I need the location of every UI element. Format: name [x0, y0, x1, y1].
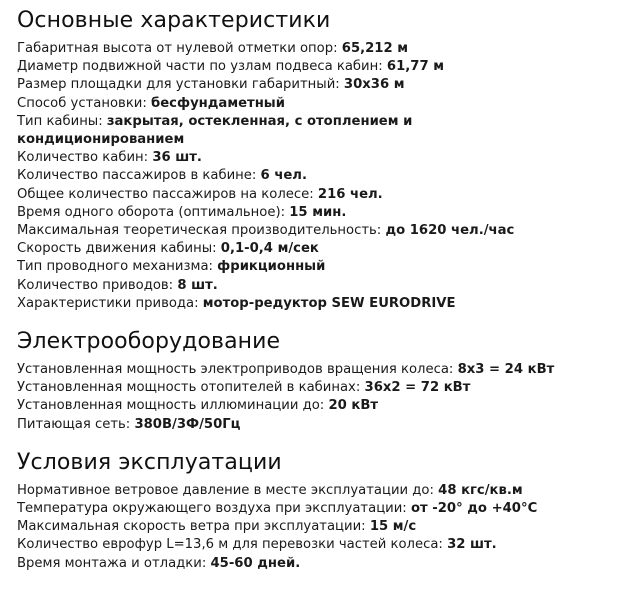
spec-row [17, 58, 467, 76]
spec-value: 8х3 = 24 кВт [457, 362, 555, 378]
spec-value: 61,77 м [386, 59, 444, 75]
spec-row [17, 397, 627, 415]
spec-row [17, 186, 467, 204]
section-title: Основные характеристики [17, 8, 331, 33]
spec-value: 36 шт. [152, 150, 202, 166]
spec-value: фрикционный [217, 259, 326, 275]
spec-value: мотор-редуктор SEW EURODRIVE [202, 295, 456, 311]
spec-label: Характеристики привода: [17, 295, 199, 311]
spec-value: 30х36 м [343, 77, 405, 93]
spec-value: 6 чел. [260, 168, 307, 184]
spec-value: 15 мин. [289, 204, 347, 220]
spec-label: Размер площадки для установки габаритный: [17, 77, 340, 93]
spec-row [17, 204, 467, 222]
spec-row [17, 240, 467, 258]
spec-value: закрытая, остекленная, с отоплением и кондиционированием [17, 113, 413, 148]
spec-label: Тип проводного механизма: [17, 259, 213, 275]
spec-value: 8 шт. [177, 277, 218, 293]
spec-value: 20 кВт [328, 398, 379, 414]
spec-row [17, 149, 467, 167]
spec-label: Питающая сеть: [17, 416, 131, 432]
spec-value: бесфундаметный [151, 95, 285, 111]
spec-label: Габаритная высота от нулевой отметки опор: [17, 41, 338, 56]
spec-label: Нормативное ветровое давление в месте эксплуатации до: [17, 482, 434, 498]
spec-value: 45-60 дней. [210, 555, 301, 571]
spec-label: Максимальная теоретическая производительность: [17, 223, 382, 239]
section-title: Условия эксплуатации [17, 449, 282, 475]
spec-label: Способ установки: [17, 95, 147, 111]
spec-row [17, 500, 627, 518]
spec-value: 32 шт. [447, 537, 497, 553]
spec-list [17, 361, 633, 434]
spec-row [17, 277, 467, 295]
spec-list [17, 40, 633, 313]
spec-label: Установленная мощность электроприводов вращения колеса: [17, 362, 454, 378]
spec-row [17, 95, 467, 113]
spec-row [17, 167, 467, 185]
spec-row [17, 482, 627, 500]
spec-label: Общее количество пассажиров на колесе: [17, 186, 314, 202]
spec-row [17, 555, 627, 573]
spec-row [17, 379, 627, 397]
spec-row [17, 295, 627, 313]
section-operating-conditions [17, 448, 633, 573]
spec-value: от -20° до +40°C [410, 501, 538, 517]
spec-label: Время монтажа и отладки: [17, 555, 207, 571]
spec-row [17, 536, 627, 554]
spec-value: 15 м/с [369, 519, 417, 535]
spec-value: 48 кгс/кв.м [438, 482, 523, 498]
spec-row [17, 40, 467, 58]
spec-label: Диаметр подвижной части по узлам подвеса кабин: [17, 59, 383, 75]
spec-label: Температура окружающего воздуха при эксплуатации: [17, 501, 407, 517]
spec-value: 0,1-0,4 м/сек [220, 241, 319, 257]
spec-row [17, 76, 467, 94]
spec-label: Установленная мощность иллюминации до: [17, 398, 325, 414]
spec-label: Установленная мощность отопителей в кабинах: [17, 380, 361, 396]
spec-label: Скорость движения кабины: [17, 241, 217, 257]
spec-label: Количество приводов: [17, 277, 174, 293]
section-main-characteristics [17, 6, 633, 313]
spec-value: 36х2 = 72 кВт [364, 380, 471, 396]
section-title: Электрооборудование [17, 329, 281, 355]
spec-row [17, 222, 627, 240]
spec-label: Количество еврофур L=13,6 м для перевозки частей колеса: [17, 537, 443, 553]
spec-row [17, 113, 467, 149]
spec-label: Время одного оборота (оптимальное): [17, 204, 286, 220]
spec-row [17, 361, 627, 379]
spec-row [17, 258, 467, 276]
section-electrical-equipment [17, 327, 633, 434]
spec-value: 65,212 м [341, 41, 409, 56]
spec-label: Тип кабины: [17, 113, 103, 129]
spec-label: Максимальная скорость ветра при эксплуатации: [17, 519, 366, 535]
spec-value: до 1620 чел./час [385, 223, 515, 239]
spec-label: Количество кабин: [17, 150, 149, 166]
spec-value: 380В/3Ф/50Гц [134, 416, 241, 432]
spec-row [17, 518, 627, 536]
spec-label: Количество пассажиров в кабине: [17, 168, 257, 184]
spec-list [17, 482, 633, 573]
spec-row [17, 416, 627, 434]
spec-value: 216 чел. [317, 186, 383, 202]
